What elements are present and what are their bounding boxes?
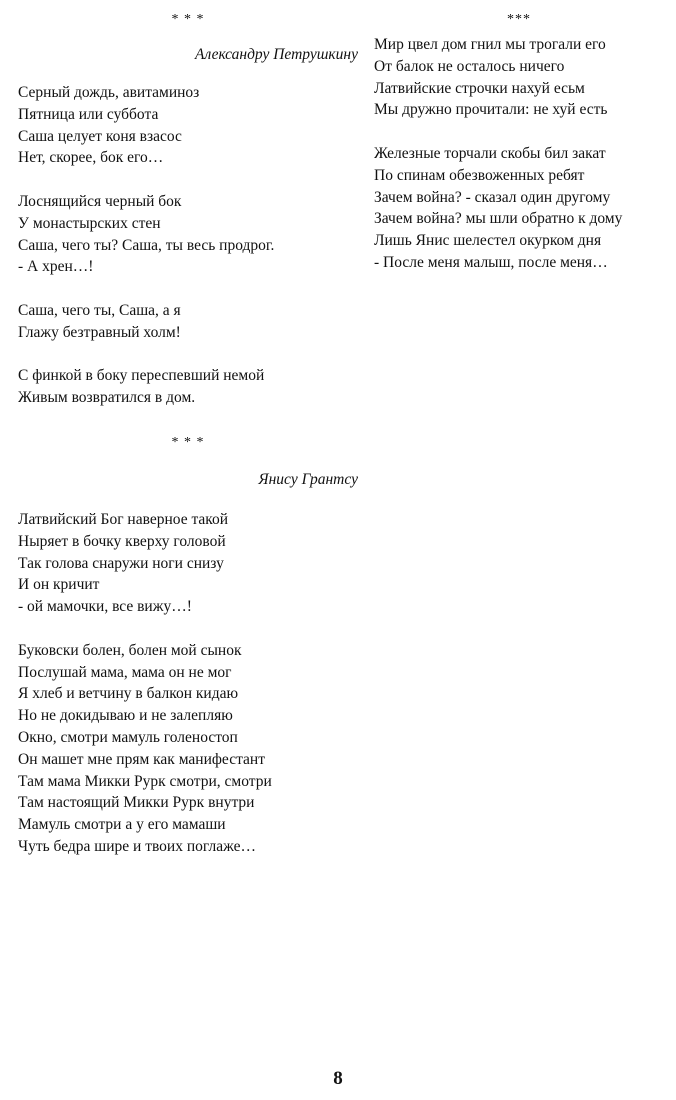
- poem-dedication: Александру Петрушкину: [195, 46, 358, 63]
- poem-1: [18, 10, 358, 409]
- poem-line: Лишь Янис шелестел окурком дня: [374, 232, 602, 250]
- section-separator: ***: [507, 12, 531, 27]
- poem-line: Буковски болен, болен мой сынок: [18, 641, 242, 659]
- poem-line: - А хрен…!: [18, 258, 94, 276]
- poem-line: Глажу безтравный холм!: [18, 323, 181, 341]
- stanza: [18, 191, 358, 278]
- poem-line: У монастырских стен: [18, 214, 161, 232]
- poem-2: [18, 433, 358, 858]
- poem-line: - После меня малыш, после меня…: [374, 253, 608, 271]
- stanza: [374, 143, 664, 274]
- right-column: [374, 10, 664, 274]
- stanza: [18, 365, 358, 409]
- poem-line: Окно, смотри мамуль голеностоп: [18, 728, 238, 746]
- poem-line: По спинам обезвоженных ребят: [374, 166, 585, 184]
- poem-line: С финкой в боку переспевший немой: [18, 367, 265, 385]
- poem-line: Так голова снаружи ноги снизу: [18, 554, 224, 572]
- page-number: 8: [333, 1068, 343, 1089]
- poem-line: Чуть бедра шире и твоих поглаже…: [18, 837, 256, 855]
- poem-line: Там мама Микки Рурк смотри, смотри: [18, 772, 272, 790]
- poem-line: Там настоящий Микки Рурк внутри: [18, 794, 255, 812]
- stanza: [18, 82, 358, 169]
- poem-line: Железные торчали скобы бил закат: [374, 144, 606, 162]
- poem-line: Я хлеб и ветчину в балкон кидаю: [18, 685, 239, 703]
- poem-dedication: Янису Грантсу: [258, 470, 358, 488]
- stanza: [374, 34, 664, 121]
- section-separator: * * *: [171, 434, 205, 450]
- poem-line: Мамуль смотри а у его мамаши: [18, 816, 226, 834]
- left-column: [18, 10, 358, 858]
- poem-line: - ой мамочки, все вижу…!: [18, 598, 192, 616]
- poem-line: Мы дружно прочитали: не хуй есть: [374, 101, 608, 119]
- stanza: [18, 509, 358, 618]
- stanza: [18, 300, 358, 344]
- poem-line: Нет, скорее, бок его…: [18, 149, 164, 167]
- poem-line: От балок не осталось ничего: [374, 57, 565, 75]
- poem-line: Живым возвратился в дом.: [18, 389, 196, 407]
- poem-line: Саша целует коня взасос: [18, 127, 182, 145]
- poem-line: Лоснящийся черный бок: [18, 192, 182, 210]
- poem-line: Зачем война? - сказал один другому: [374, 188, 611, 206]
- poem-line: Но не докидываю и не залепляю: [18, 707, 233, 725]
- poem-line: Он машет мне прям как манифестант: [18, 750, 265, 768]
- poem-line: Латвийский Бог наверное такой: [18, 510, 229, 528]
- poem-line: Зачем война? мы шли обратно к дому: [374, 210, 623, 228]
- poem-line: Латвийские строчки нахуй есьм: [374, 79, 585, 97]
- poem-line: Серный дождь, авитаминоз: [18, 84, 200, 101]
- poem-line: Послушай мама, мама он не мог: [18, 663, 232, 681]
- poem-line: Ныряет в бочку кверху головой: [18, 532, 226, 550]
- stanza: [18, 640, 358, 858]
- poem-line: Саша, чего ты? Саша, ты весь продрог.: [18, 236, 275, 254]
- poem-3: [374, 10, 664, 274]
- section-separator: * * *: [171, 12, 205, 27]
- poem-line: Мир цвел дом гнил мы трогали его: [374, 36, 606, 53]
- poem-line: Саша, чего ты, Саша, а я: [18, 301, 181, 319]
- poem-line: Пятница или суббота: [18, 105, 159, 123]
- poem-line: И он кричит: [18, 576, 100, 594]
